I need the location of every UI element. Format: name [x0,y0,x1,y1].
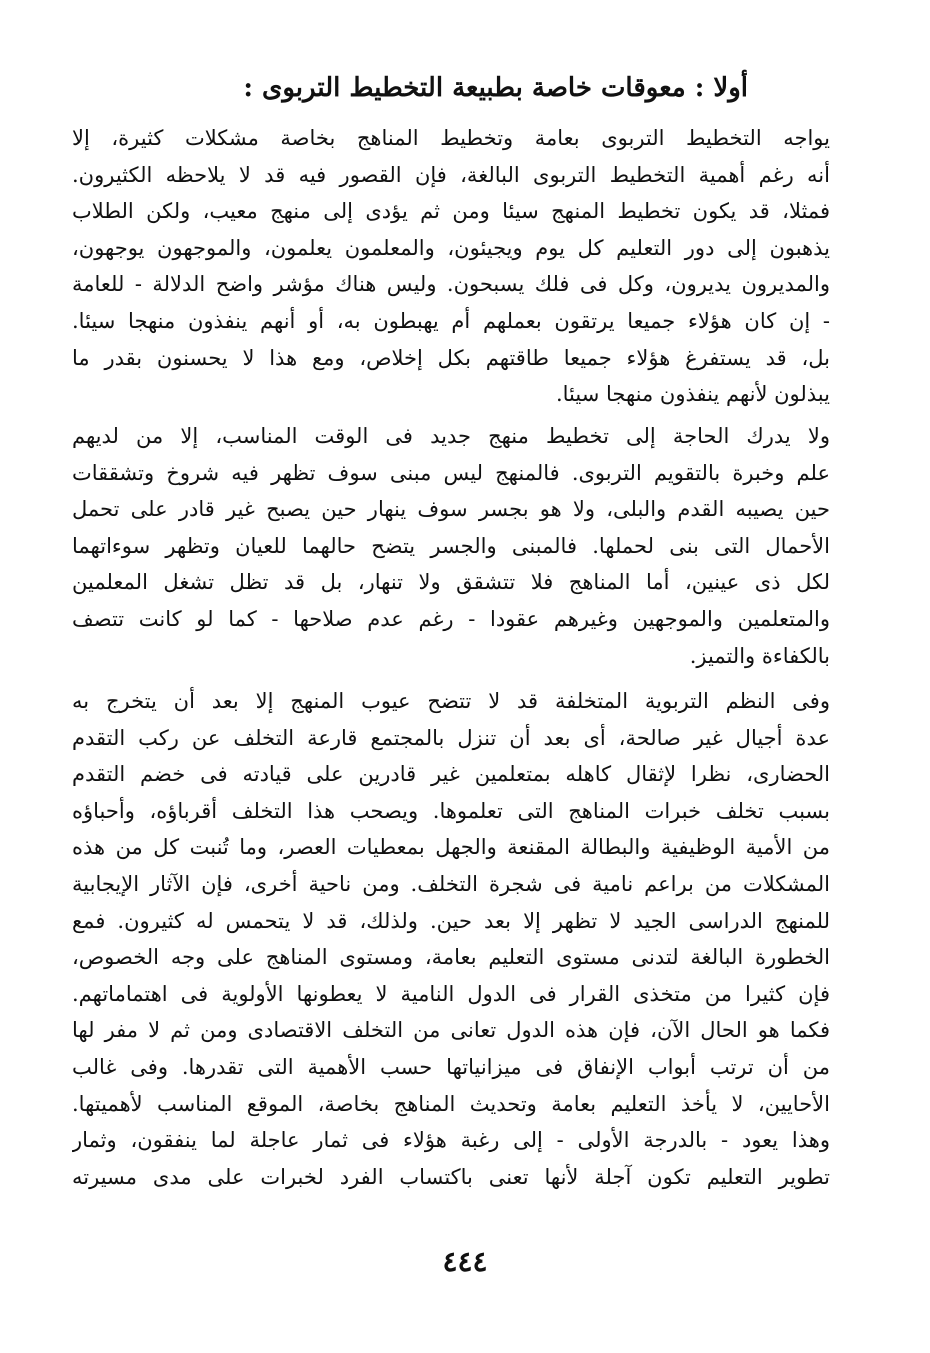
text-line: الخطورة البالغة لتدنى مستوى التعليم بعامة، ومستوى المناهج على وجه الخصوص، [72,945,830,970]
text-line: - إن كان هؤلاء جميعا يرتقون بعملهم أم يهبطون به، أو أنهم ينفذون منهجا سيئا. [72,308,830,333]
text-line: الأحايين، لا يأخذ التعليم بعامة وتحديث المناهج بخاصة، الموقع المناسب لأهميتها. [72,1091,830,1116]
text-line: الأحمال التى بنى لحملها. فالمبنى والجسر يتضح حالهما للعيان وتظهر سوءاتهما [72,533,830,558]
text-line: لكل ذى عينين، أما المناهج فلا تتشقق ولا تنهار، بل قد تظل تشغل المعلمين [72,570,830,595]
text-line: وهذا يعود - بالدرجة الأولى - إلى رغبة هؤلاء فى ثمار عاجلة لما ينفقون، وثمار [72,1128,830,1153]
text-line: ولا يدرك الحاجة إلى تخطيط منهج جديد فى الوقت المناسب، إلا من لديهم [72,424,830,448]
page-number: ٤٤٤ [442,1245,488,1278]
text-line: أنه رغم أهمية التخطيط التربوى البالغة، فإن القصور فيه قد لا يلاحظه الكثيرون. [72,162,830,187]
text-line: حين يصيبه القدم والبلى، ولا هو بجسر سوف ينهار حين يصبح غير قادر على تحمل [72,497,830,522]
text-line: بل، قد يستفرغ هؤلاء جميعا طاقتهم بكل إخلاص، ومع هذا لا يحسنون بقدر ما [72,345,830,370]
paragraph-2 [72,418,830,674]
text-line: المشكلات من براعم نامية فى شجرة التخلف. ومن ناحية أخرى، فإن الآثار الإيجابية [72,871,830,896]
text-line: علم وخبرة بالتقويم التربوى. فالمنهج ليس مبنى سوف تظهر فيه شروخ وتشققات [72,460,830,485]
text-line: والمديرون يديرون، وكل فى فلك يسبحون. وليس هناك مؤشر واضح الدلالة - للعامة [72,272,830,297]
section-heading: أولا : معوقات خاصة بطبيعة التخطيط التربوى : [243,73,748,103]
text-line: يذهبون إلى دور التعليم كل يوم ويجيئون، والمعلمون يعلمون، والموجهون يوجهون، [72,235,830,260]
text-line: من الأمية الوظيفية والبطالة المقنعة والجهل بمعطيات العصر، وما تُنبت كل من هذه [72,835,830,860]
text-line: والمتعلمين والموجهين وغيرهم عقودا - رغم عدم صلاحها - كما لو كانت تتصف [72,606,830,631]
text-line: للمنهج الدراسى الجيد لا تظهر إلا بعد حين. ولذلك، قد لا يتحمس له كثيرون. فمع [72,908,830,933]
text-line: فإن كثيرا من متخذى القرار فى الدول النامية لا يعطونها الأولوية فى اهتماماتهم. [72,981,830,1006]
text-line: يواجه التخطيط التربوى بعامة وتخطيط المناهج بخاصة مشكلات كثيرة، إلا [72,126,830,150]
text-line: بسبب تخلف خبرات المناهج التى تعلموها. ويصحب هذا التخلف أقرباؤه، وأحباؤه [72,798,830,823]
text-line: فكما هو الحال الآن، فإن هذه الدول تعانى من التخلف الاقتصادى ومن ثم لا مفر لها [72,1018,830,1043]
paragraph-3 [72,683,830,1195]
text-line: بالكفاءة والتميز. [689,643,830,668]
text-line: من أن ترتب أبواب الإنفاق فى ميزانياتها حسب الأهمية التى تقدرها. وفى غالب [72,1054,830,1079]
text-line: وفى النظم التربوية المتخلفة قد لا تتضح عيوب المنهج إلا بعد أن يتخرج به [72,689,830,713]
text-line: الحضارى، نظرا لإثقال كاهله بمتعلمين غير قادرين على قيادته فى خضم التقدم [72,762,830,787]
text-line: فمثلا، قد يكون تخطيط المنهج سيئا ومن ثم يؤدى إلى منهج معيب، ولكن الطلاب [72,199,830,224]
text-line: تطوير التعليم تكون آجلة لأنها تعنى باكتساب الفرد لخبرات على مدى مسيرته [72,1164,830,1189]
text-line: عدة أجيال غير صالحة، أى بعد أن تنزل بالمجتمع قارعة التخلف عن ركب التقدم [72,725,830,750]
text-line: يبذلون لأنهم ينفذون منهجا سيئا. [555,382,830,407]
paragraph-1 [72,120,830,413]
